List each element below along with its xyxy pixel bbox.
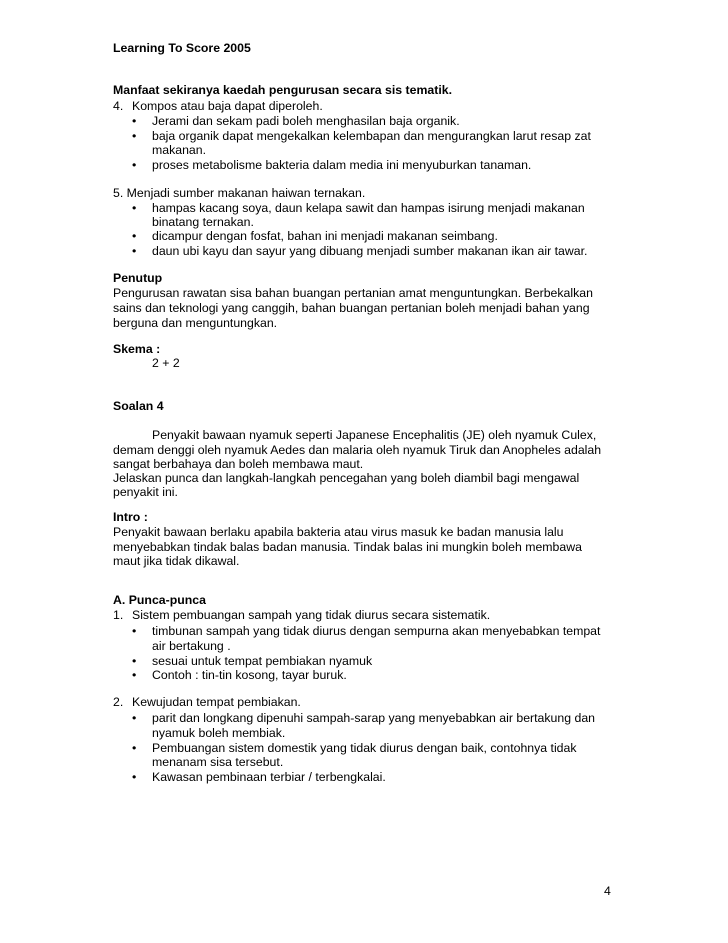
list-item: hampas kacang soya, daun kelapa sawit dan hampas isirung menjadi makanan xyxy=(152,201,585,215)
page-header-title: Learning To Score 2005 xyxy=(113,41,251,55)
intro-line: Penyakit bawaan berlaku apabila bakteria atau virus masuk ke badan manusia lalu xyxy=(113,525,564,539)
page-number: 4 xyxy=(604,884,611,898)
item-5-text: 5. Menjadi sumber makanan haiwan ternakan. xyxy=(113,186,366,200)
list-item-continued: nyamuk boleh membiak. xyxy=(152,726,286,740)
list-item: Kawasan pembinaan terbiar / terbengkalai. xyxy=(152,770,386,784)
list-item: sesuai untuk tempat pembiakan nyamuk xyxy=(152,654,373,668)
soalan-line: penyakit ini. xyxy=(113,485,178,499)
soalan-line: Jelaskan punca dan langkah-langkah pencegahan yang boleh diambil bagi mengawal xyxy=(113,471,580,485)
list-item: Jerami dan sekam padi boleh menghasilan baja organik. xyxy=(152,114,460,128)
list-item: Contoh : tin-tin kosong, tayar buruk. xyxy=(152,668,347,682)
list-item-continued: air bertakung . xyxy=(152,639,231,653)
bullet-icon: • xyxy=(132,770,137,784)
skema-value: 2 + 2 xyxy=(152,356,180,370)
bullet-icon: • xyxy=(132,741,137,755)
intro-line: menyebabkan tindak balas badan manusia. Tindak balas ini mungkin boleh membawa xyxy=(113,540,582,554)
soalan-line: Penyakit bawaan nyamuk seperti Japanese Encephalitis (JE) oleh nyamuk Culex, xyxy=(152,428,597,442)
punca-item-2-number: 2. xyxy=(113,695,124,709)
penutup-line: sains dan teknologi yang canggih, bahan buangan pertanian boleh menjadi bahan yang xyxy=(113,301,590,315)
list-item: dicampur dengan fosfat, bahan ini menjadi makanan seimbang. xyxy=(152,229,498,243)
bullet-icon: • xyxy=(132,244,137,258)
list-item: proses metabolisme bakteria dalam media ini menyuburkan tanaman. xyxy=(152,158,532,172)
list-item: timbunan sampah yang tidak diurus dengan sempurna akan menyebabkan tempat xyxy=(152,624,601,638)
bullet-icon: • xyxy=(132,114,137,128)
soalan-heading: Soalan 4 xyxy=(113,399,164,413)
bullet-icon: • xyxy=(132,668,137,682)
manfaat-heading: Manfaat sekiranya kaedah pengurusan secara sis tematik. xyxy=(113,83,453,97)
punca-heading: A. Punca-punca xyxy=(113,593,206,607)
bullet-icon: • xyxy=(132,129,137,143)
punca-item-1-number: 1. xyxy=(113,608,124,622)
list-item-continued: makanan. xyxy=(152,143,207,157)
intro-heading: Intro : xyxy=(113,510,148,524)
bullet-icon: • xyxy=(132,624,137,638)
bullet-icon: • xyxy=(132,201,137,215)
punca-item-2-text: Kewujudan tempat pembiakan. xyxy=(132,695,301,709)
penutup-heading: Penutup xyxy=(113,271,163,285)
list-item: daun ubi kayu dan sayur yang dibuang menjadi sumber makanan ikan air tawar. xyxy=(152,244,588,258)
intro-line: maut jika tidak dikawal. xyxy=(113,554,240,568)
list-item: baja organik dapat mengekalkan kelembapan dan mengurangkan larut resap zat xyxy=(152,129,591,143)
soalan-line: demam denggi oleh nyamuk Aedes dan malaria oleh nyamuk Tiruk dan Anopheles adalah xyxy=(113,443,602,457)
list-item-continued: binatang ternakan. xyxy=(152,215,254,229)
list-item: parit dan longkang dipenuhi sampah-sarap yang menyebabkan air bertakung dan xyxy=(152,711,595,725)
bullet-icon: • xyxy=(132,654,137,668)
list-item-continued: menanam sisa tersebut. xyxy=(152,755,284,769)
penutup-line: Pengurusan rawatan sisa bahan buangan pertanian amat menguntungkan. Berbekalkan xyxy=(113,286,593,300)
bullet-icon: • xyxy=(132,229,137,243)
item-4-number: 4. xyxy=(113,99,124,113)
list-item: Pembuangan sistem domestik yang tidak diurus dengan baik, contohnya tidak xyxy=(152,741,577,755)
punca-item-1-text: Sistem pembuangan sampah yang tidak diurus secara sistematik. xyxy=(132,608,491,622)
bullet-icon: • xyxy=(132,711,137,725)
item-4-text: Kompos atau baja dapat diperoleh. xyxy=(132,99,323,113)
soalan-line: sangat berbahaya dan boleh membawa maut. xyxy=(113,457,364,471)
penutup-line: berguna dan menguntungkan. xyxy=(113,316,278,330)
bullet-icon: • xyxy=(132,158,137,172)
skema-heading: Skema : xyxy=(113,342,161,356)
